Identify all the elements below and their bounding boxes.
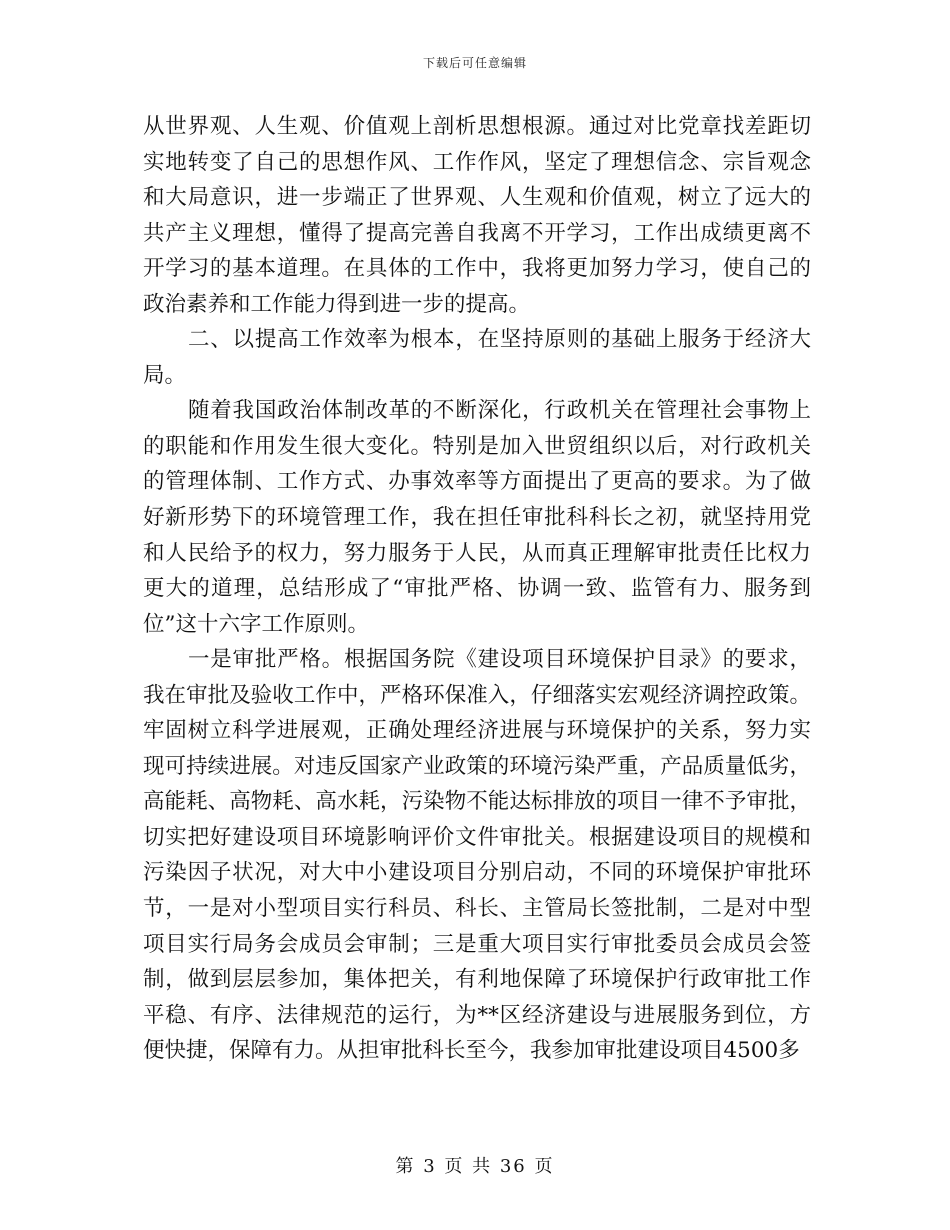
paragraph-line: 共产主义理想，懂得了提高完善自我离不开学习，工作出成绩更离不 (143, 220, 811, 246)
page-header: 下载后可任意编辑 (422, 56, 527, 70)
paragraph-line: 和大局意识，进一步端正了世界观、人生观和价值观，树立了远大的 (143, 185, 811, 211)
paragraph-line: 的职能和作用发生很大变化。特别是加入世贸组织以后，对行政机关 (143, 433, 811, 459)
page-footer: 第 3 页 共 36 页 (395, 1156, 555, 1177)
paragraph-line: 好新形势下的环境管理工作，我在担任审批科科长之初，就坚持用党 (143, 505, 811, 531)
document-body (143, 109, 811, 1069)
paragraph-line: 切实把好建设项目环境影响评价文件审批关。根据建设项目的规模和 (143, 824, 811, 850)
paragraph-line: 节，一是对小型项目实行科员、科长、主管局长签批制，二是对中型 (143, 896, 811, 922)
paragraph-line: 制，做到层层参加，集体把关，有利地保障了环境保护行政审批工作 (143, 967, 811, 993)
paragraph (143, 642, 811, 1069)
paragraph-line: 从世界观、人生观、价值观上剖析思想根源。通过对比党章找差距切 (143, 114, 811, 139)
paragraph (143, 322, 811, 393)
paragraph-line: 项目实行局务会成员会审制；三是重大项目实行审批委员会成员会签 (143, 931, 811, 957)
paragraph-line: 实地转变了自己的思想作风、工作作风，坚定了理想信念、宗旨观念 (143, 149, 811, 175)
paragraph (143, 393, 811, 642)
paragraph-line: 便快捷，保障有力。从担审批科长至今，我参加审批建设项目4500多 (143, 1038, 800, 1064)
paragraph-line: 现可持续进展。对违反国家产业政策的环境污染严重，产品质量低劣， (143, 753, 811, 779)
paragraph-line: 政治素养和工作能力得到进一步的提高。 (143, 291, 531, 317)
paragraph-line: 平稳、有序、法律规范的运行，为**区经济建设与进展服务到位，方 (143, 1002, 811, 1028)
paragraph-line: 一是审批严格。根据国务院《建设项目环境保护目录》的要求， (188, 647, 811, 673)
paragraph-line: 污染因子状况，对大中小建设项目分别启动，不同的环境保护审批环 (143, 860, 811, 886)
paragraph-line: 我在审批及验收工作中，严格环保准入，仔细落实宏观经济调控政策。 (143, 682, 811, 708)
paragraph-line: 更大的道理，总结形成了“审批严格、协调一致、监管有力、服务到 (143, 576, 811, 602)
paragraph-line: 位”这十六字工作原则。 (143, 611, 369, 637)
paragraph-line: 和人民给予的权力，努力服务于人民，从而真正理解审批责任比权力 (143, 540, 811, 566)
paragraph-line: 二、以提高工作效率为根本，在坚持原则的基础上服务于经济大 (188, 327, 811, 353)
paragraph-line: 开学习的基本道理。在具体的工作中，我将更加努力学习，使自己的 (143, 256, 811, 282)
paragraph-line: 的管理体制、工作方式、办事效率等方面提出了更高的要求。为了做 (143, 469, 811, 495)
paragraph (143, 109, 811, 322)
paragraph-line: 随着我国政治体制改革的不断深化，行政机关在管理社会事物上 (188, 398, 811, 424)
paragraph-line: 高能耗、高物耗、高水耗，污染物不能达标排放的项目一律不予审批， (143, 789, 811, 815)
paragraph-line: 牢固树立科学进展观，正确处理经济进展与环境保护的关系，努力实 (143, 718, 811, 744)
paragraph-line: 局。 (143, 362, 187, 388)
